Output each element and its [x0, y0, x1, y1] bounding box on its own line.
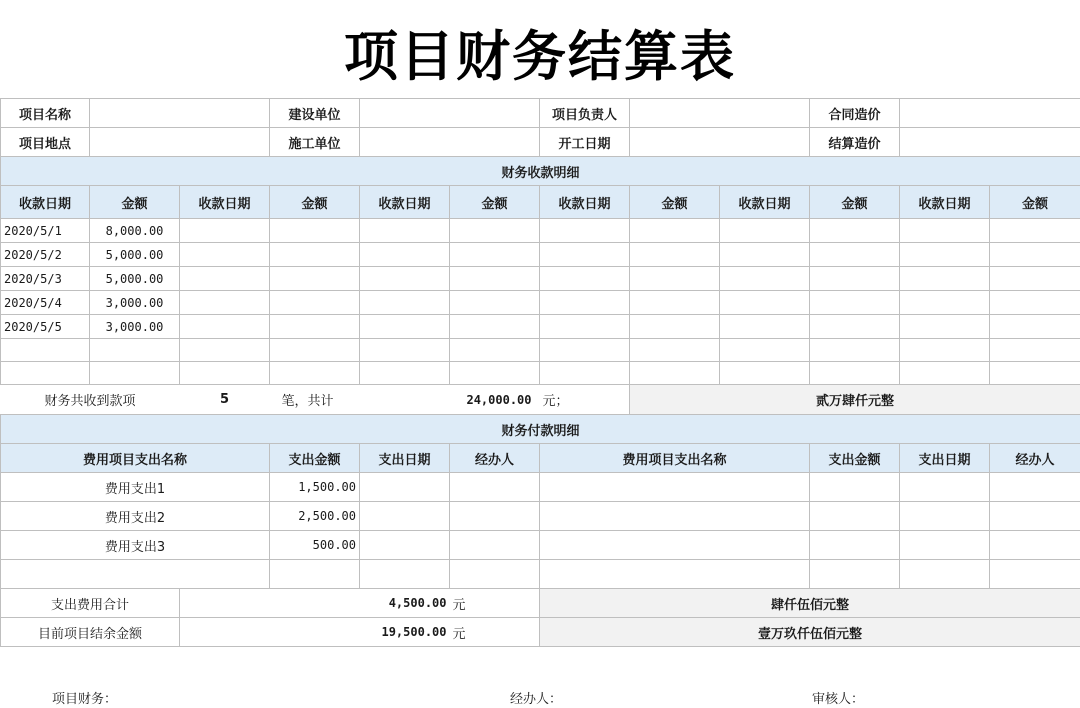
contract-cost-value[interactable] — [900, 99, 1080, 128]
receipts-summary-label: 财务共收到款项 — [44, 394, 136, 409]
table-row — [1, 219, 1080, 243]
receipts-total: 24,000.00 — [466, 392, 532, 407]
receipt-date: 2020/5/1 — [1, 219, 90, 243]
info-row-1 — [1, 99, 1080, 128]
receipt-date: 2020/5/3 — [1, 267, 90, 291]
contract-cost-label: 合同造价 — [810, 99, 900, 128]
payments-total-currency: 元 — [450, 589, 540, 618]
table-row — [1, 531, 1080, 560]
project-leader-label: 项目负责人 — [540, 99, 630, 128]
balance-currency: 元 — [450, 618, 540, 647]
receipts-total-in-words: 贰万肆仟元整 — [630, 385, 1080, 415]
balance-amount: 19,500.00 — [180, 618, 450, 647]
payment-name-header: 费用项目支出名称 — [540, 444, 810, 473]
receipt-date-header: 收款日期 — [540, 186, 630, 219]
payment-date-header: 支出日期 — [360, 444, 450, 473]
table-row — [1, 267, 1080, 291]
balance-label: 目前项目结余金额 — [1, 618, 180, 647]
table-row — [1, 362, 1080, 385]
project-location-label: 项目地点 — [1, 128, 90, 157]
receipts-count: 5 — [219, 392, 230, 407]
construction-unit-value[interactable] — [360, 128, 540, 157]
settlement-table — [0, 98, 1080, 647]
receipt-amount-header: 金额 — [810, 186, 900, 219]
project-name-label: 项目名称 — [1, 99, 90, 128]
start-date-value[interactable] — [630, 128, 810, 157]
payment-amount: 1,500.00 — [270, 473, 360, 502]
receipt-amount: 8,000.00 — [90, 219, 180, 243]
receipt-amount-header: 金额 — [990, 186, 1080, 219]
receipt-amount: 5,000.00 — [90, 267, 180, 291]
payment-name: 费用支出2 — [1, 502, 270, 531]
table-row — [1, 243, 1080, 267]
receipt-date-header: 收款日期 — [900, 186, 990, 219]
build-unit-label: 建设单位 — [270, 99, 360, 128]
table-row — [1, 502, 1080, 531]
receipt-date-header: 收款日期 — [1, 186, 90, 219]
receipt-amount: 3,000.00 — [90, 315, 180, 339]
receipt-date: 2020/5/4 — [1, 291, 90, 315]
receipt-amount: 3,000.00 — [90, 291, 180, 315]
payment-name: 费用支出3 — [1, 531, 270, 560]
payments-header-row — [1, 444, 1080, 473]
info-row-2 — [1, 128, 1080, 157]
receipts-summary-row — [1, 385, 1080, 415]
receipt-date-header: 收款日期 — [720, 186, 810, 219]
page-title: 项目财务结算表 — [344, 25, 736, 88]
receipt-amount-header: 金额 — [270, 186, 360, 219]
settlement-cost-value[interactable] — [900, 128, 1080, 157]
receipt-date: 2020/5/2 — [1, 243, 90, 267]
balance-in-words: 壹万玖仟伍佰元整 — [540, 618, 1080, 647]
payment-date-header: 支出日期 — [900, 444, 990, 473]
balance-row — [1, 618, 1080, 647]
receipts-currency: 元； — [542, 394, 569, 409]
build-unit-value[interactable] — [360, 99, 540, 128]
construction-unit-label: 施工单位 — [270, 128, 360, 157]
table-row — [1, 315, 1080, 339]
settlement-cost-label: 结算造价 — [810, 128, 900, 157]
payment-amount-header: 支出金额 — [810, 444, 900, 473]
reviewer-signature-label: 审核人： — [812, 692, 865, 707]
payments-total-label: 支出费用合计 — [1, 589, 180, 618]
table-row — [1, 560, 1080, 589]
table-row — [1, 473, 1080, 502]
payment-name: 费用支出1 — [1, 473, 270, 502]
receipt-date-header: 收款日期 — [360, 186, 450, 219]
handler-signature-label: 经办人： — [510, 692, 563, 707]
payment-handler-header: 经办人 — [450, 444, 540, 473]
payment-amount: 2,500.00 — [270, 502, 360, 531]
payment-amount: 500.00 — [270, 531, 360, 560]
table-row — [1, 339, 1080, 362]
table-row — [1, 291, 1080, 315]
payment-amount-header: 支出金额 — [270, 444, 360, 473]
payments-total-amount: 4,500.00 — [180, 589, 450, 618]
receipt-amount-header: 金额 — [90, 186, 180, 219]
receipts-header-row — [1, 186, 1080, 219]
project-name-value[interactable] — [90, 99, 270, 128]
receipts-section-title: 财务收款明细 — [1, 157, 1080, 186]
receipt-amount: 5,000.00 — [90, 243, 180, 267]
receipt-date-header: 收款日期 — [180, 186, 270, 219]
receipt-date: 2020/5/5 — [1, 315, 90, 339]
receipt-amount-header: 金额 — [630, 186, 720, 219]
payments-total-row — [1, 589, 1080, 618]
payments-total-in-words: 肆仟伍佰元整 — [540, 589, 1080, 618]
payment-name-header: 费用项目支出名称 — [1, 444, 270, 473]
receipts-count-unit: 笔，共计 — [281, 394, 334, 409]
payment-handler-header: 经办人 — [990, 444, 1080, 473]
finance-signature-label: 项目财务： — [52, 692, 118, 707]
start-date-label: 开工日期 — [540, 128, 630, 157]
project-leader-value[interactable] — [630, 99, 810, 128]
receipt-amount-header: 金额 — [450, 186, 540, 219]
project-location-value[interactable] — [90, 128, 270, 157]
payments-section-title: 财务付款明细 — [1, 415, 1080, 444]
